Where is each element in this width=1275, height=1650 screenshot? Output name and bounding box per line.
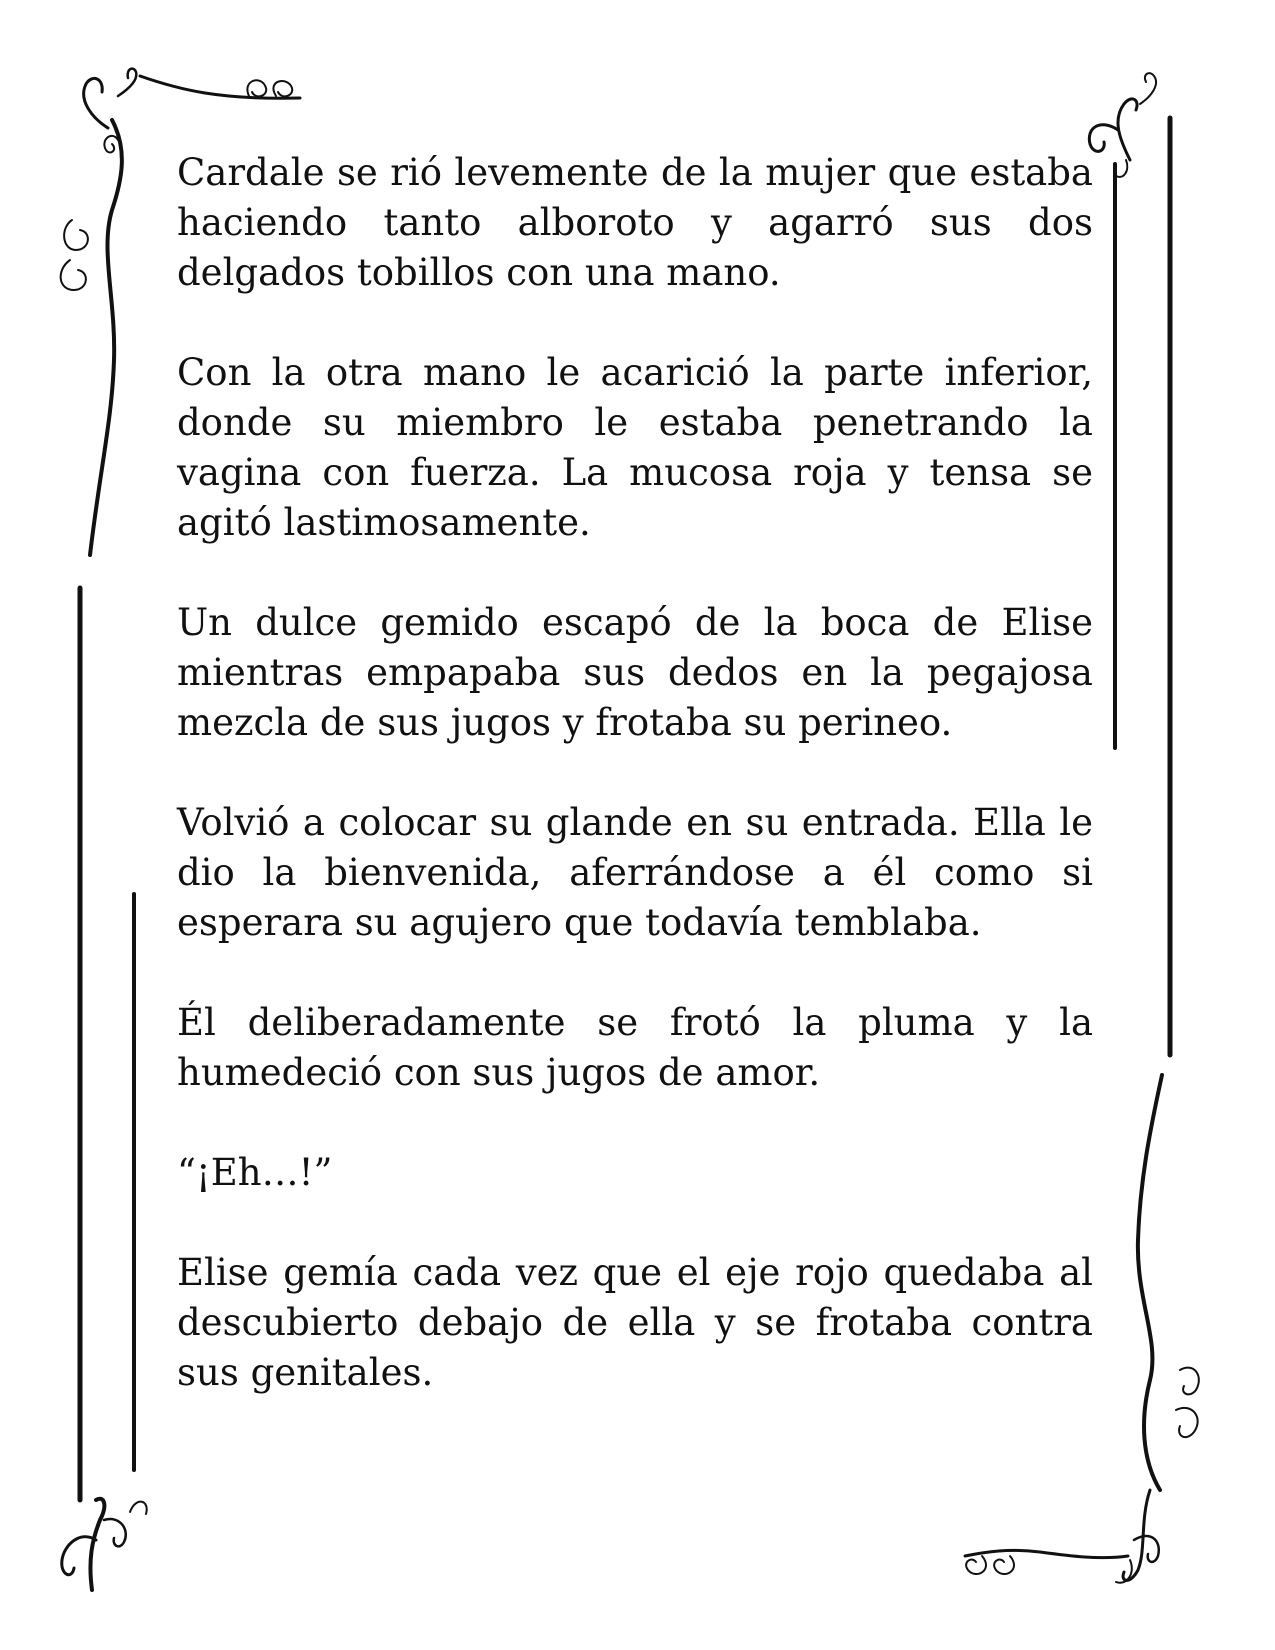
paragraph-1: Cardale se rió levemente de la mujer que estaba haciendo tanto alboroto y agarró sus dos delgados tobillos con una mano. — [177, 151, 1093, 294]
paragraph-6: “¡Eh…!” — [177, 1151, 333, 1194]
page-body — [177, 148, 1093, 1448]
paragraph-5: Él deliberadamente se frotó la pluma y la humedeció con sus jugos de amor. — [177, 1001, 1093, 1094]
top-right-flourish — [1089, 73, 1156, 177]
paragraph-3: Un dulce gemido escapó de la boca de Elise mientras empapaba sus dedos en la pegajosa mezcla de sus jugos y frotaba su perineo. — [177, 601, 1093, 744]
bottom-left-flourish — [62, 1499, 147, 1590]
paragraph-2: Con la otra mano le acarició la parte inferior, donde su miembro le estaba penetrando la vagina con fuerza. La mucosa roja y tensa se agitó lastimosamente. — [177, 351, 1093, 544]
paragraph-7: Elise gemía cada vez que el eje rojo quedaba al descubierto debajo de ella y se frotaba contra sus genitales. — [177, 1251, 1093, 1394]
paragraph-4: Volvió a colocar su glande en su entrada. Ella le dio la bienvenida, aferrándose a él como si esperara su agujero que todavía temblaba. — [177, 801, 1093, 944]
